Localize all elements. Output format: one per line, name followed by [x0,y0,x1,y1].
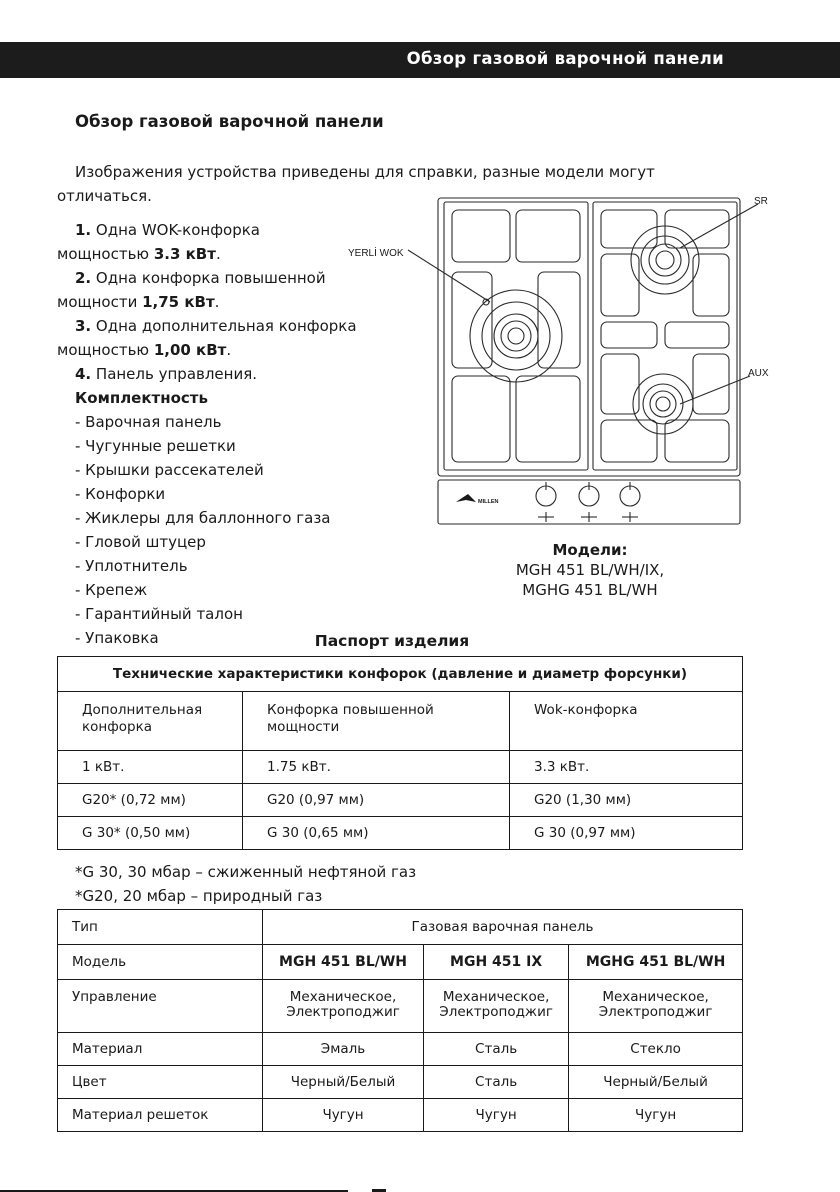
table-cell: G 30 (0,65 мм) [243,817,510,850]
kit-item: - Гарантийный талон [75,605,243,623]
kit-item: - Уплотнитель [75,557,188,575]
table-cell: Сталь [424,1033,569,1066]
table-cell: Чугун [263,1099,424,1132]
row-label: Тип [58,910,263,945]
note-line: *G 30, 30 мбар – сжиженный нефтяной газ [75,863,417,881]
model-cell: MGHG 451 BL/WH [569,945,743,980]
table-cell: G 30 (0,97 мм) [510,817,743,850]
kit-item: - Чугунные решетки [75,437,236,455]
spec-item-2: 2. Одна конфорка повышенной [75,269,326,287]
table-cell: G20 (0,97 мм) [243,784,510,817]
spec-item-3-power: мощностью 1,00 кВт. [57,341,232,359]
table-cell: Стекло [569,1033,743,1066]
row-label: Модель [58,945,263,980]
table-cell: Черный/Белый [569,1066,743,1099]
spec-item-1-power: мощностью 3.3 кВт. [57,245,221,263]
table-cell: 1.75 кВт. [243,751,510,784]
header-title: Обзор газовой варочной панели [406,49,724,68]
burner-spec-table [57,656,743,850]
kit-item: - Гловой штуцер [75,533,206,551]
table-cell: Черный/Белый [263,1066,424,1099]
table-cell: Сталь [424,1066,569,1099]
brand-logo: MILLEN [478,499,499,505]
kit-item: - Крышки рассекателей [75,461,264,479]
gas-notes [75,860,416,908]
kit-title: Комплектность [75,389,208,407]
models-line-1: MGH 451 BL/WH/IX, [515,561,665,579]
row-label: Цвет [58,1066,263,1099]
label-aux: AUX [748,368,769,379]
intro-text: Изображения устройства приведены для справки, разные модели могут отличаться. [57,163,655,205]
kit-item: - Упаковка [75,629,159,647]
section-title: Обзор газовой варочной панели [75,112,384,131]
table-cell: Эмаль [263,1033,424,1066]
table-cell: G20* (0,72 мм) [58,784,243,817]
table-cell: Чугун [569,1099,743,1132]
table-cell: G20 (1,30 мм) [510,784,743,817]
header-bar [0,42,840,78]
table-cell: Механическое, Электроподжиг [424,980,569,1033]
kit-item: - Крепеж [75,581,148,599]
table-caption: Технические характеристики конфорок (давление и диаметр форсунки) [58,657,743,692]
models-label: Модели: [552,541,628,559]
label-wok: YERLİ WOK [348,248,404,259]
row-label: Управление [58,980,263,1033]
models-block [500,540,680,600]
note-line: *G20, 20 мбар – природный газ [75,887,323,905]
models-line-2: MGHG 451 BL/WH [522,581,658,599]
column-header: Wok-конфорка [510,692,743,751]
kit-item: - Жиклеры для баллонного газа [75,509,331,527]
column-header: Конфорка повышенной мощности [243,692,510,751]
label-sr: SR [754,196,768,207]
product-spec-table [57,909,743,1132]
kit-item: - Варочная панель [75,413,222,431]
leader-line [680,204,758,248]
table-cell: G 30* (0,50 мм) [58,817,243,850]
spec-item-1: 1. Одна WOK-конфорка [75,221,260,239]
passport-title: Паспорт изделия [314,632,470,650]
table-cell: Чугун [424,1099,569,1132]
spec-item-2-power: мощности 1,75 кВт. [57,293,220,311]
model-cell: MGH 451 IX [424,945,569,980]
kit-item: - Конфорки [75,485,166,503]
table-cell: Газовая варочная панель [263,910,743,945]
column-header: Дополнительная конфорка [58,692,243,751]
table-cell: Механическое, Электроподжиг [263,980,424,1033]
spec-item-4: 4. Панель управления. [75,365,258,383]
table-cell: Механическое, Электроподжиг [569,980,743,1033]
row-label: Материал [58,1033,263,1066]
table-cell: 3.3 кВт. [510,751,743,784]
hob-diagram [340,188,780,528]
row-label: Материал решеток [58,1099,263,1132]
table-cell: 1 кВт. [58,751,243,784]
spec-item-3: 3. Одна дополнительная конфорка [75,317,357,335]
model-cell: MGH 451 BL/WH [263,945,424,980]
leader-line [408,250,490,302]
